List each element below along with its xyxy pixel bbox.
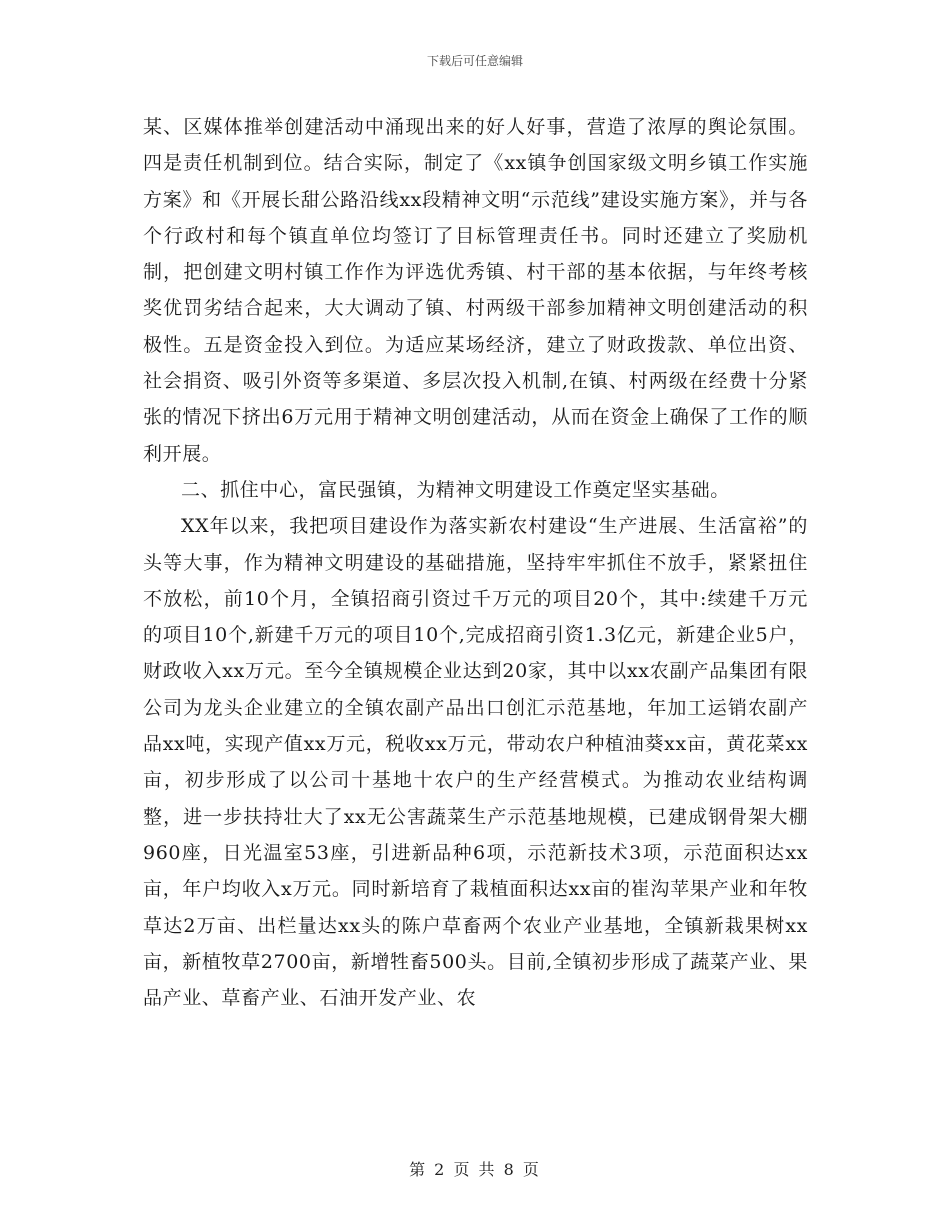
page-header: 下载后可任意编辑 <box>426 54 523 68</box>
document-body <box>143 109 808 1016</box>
paragraph-continuation: 某、区媒体推举创建活动中涌现出来的好人好事，营造了浓厚的舆论氛围。四是责任机制到位。结合实际，制定了《xx镇争创国家级文明乡镇工作实施方案》和《开展长甜公路沿线xx段精神文明“示范线”建设实施方案》，并与各个行政村和每个镇直单位均签订了目标管理责任书。同时还建立了奖励机制，把创建文明村镇工作作为评选优秀镇、村干部的基本依据，与年终考核奖优罚劣结合起来，大大调动了镇、村两级干部参加精神文明创建活动的积极性。五是资金投入到位。为适应某场经济，建立了财政拨款、单位出资、社会捐资、吸引外资等多渠道、多层次投入机制,在镇、村两级在经费十分紧张的情况下挤出6万元用于精神文明创建活动，从而在资金上确保了工作的顺利开展。 <box>143 116 808 465</box>
paragraph: XX年以来，我把项目建设作为落实新农村建设“生产进展、生活富裕”的头等大事，作为精神文明建设的基础措施，坚持牢牢抓住不放手，紧紧扭住不放松，前10个月，全镇招商引资过千万元的项目20个，其中:续建千万元的项目10个,新建千万元的项目10个,完成招商引资1.3亿元，新建企业5户，财政收入xx万元。至今全镇规模企业达到20家，其中以xx农副产品集团有限公司为龙头企业建立的全镇农副产品出口创汇示范基地，年加工运销农副产品xx吨，实现产值xx万元，税收xx万元，带动农户种植油葵xx亩，黄花菜xx亩，初步形成了以公司十基地十农户的生产经营模式。为推动农业结构调整，进一步扶持壮大了xx无公害蔬菜生产示范基地规模，已建成钢骨架大棚960座，日光温室53座，引进新品种6项，示范新技术3项，示范面积达xx亩，年户均收入x万元。同时新培育了栽植面积达xx亩的崔沟苹果产业和年牧草达2万亩、出栏量达xx头的陈户草畜两个农业产业基地，全镇新栽果树xx亩，新植牧草2700亩，新增牲畜500头。目前,全镇初步形成了蔬菜产业、果品产业、草畜产业、石油开发产业、农 <box>143 515 808 1010</box>
section-heading: 二、抓住中心，富民强镇，为精神文明建设工作奠定坚实基础。 <box>181 478 730 501</box>
page-footer: 第 2 页 共 8 页 <box>409 1160 541 1179</box>
